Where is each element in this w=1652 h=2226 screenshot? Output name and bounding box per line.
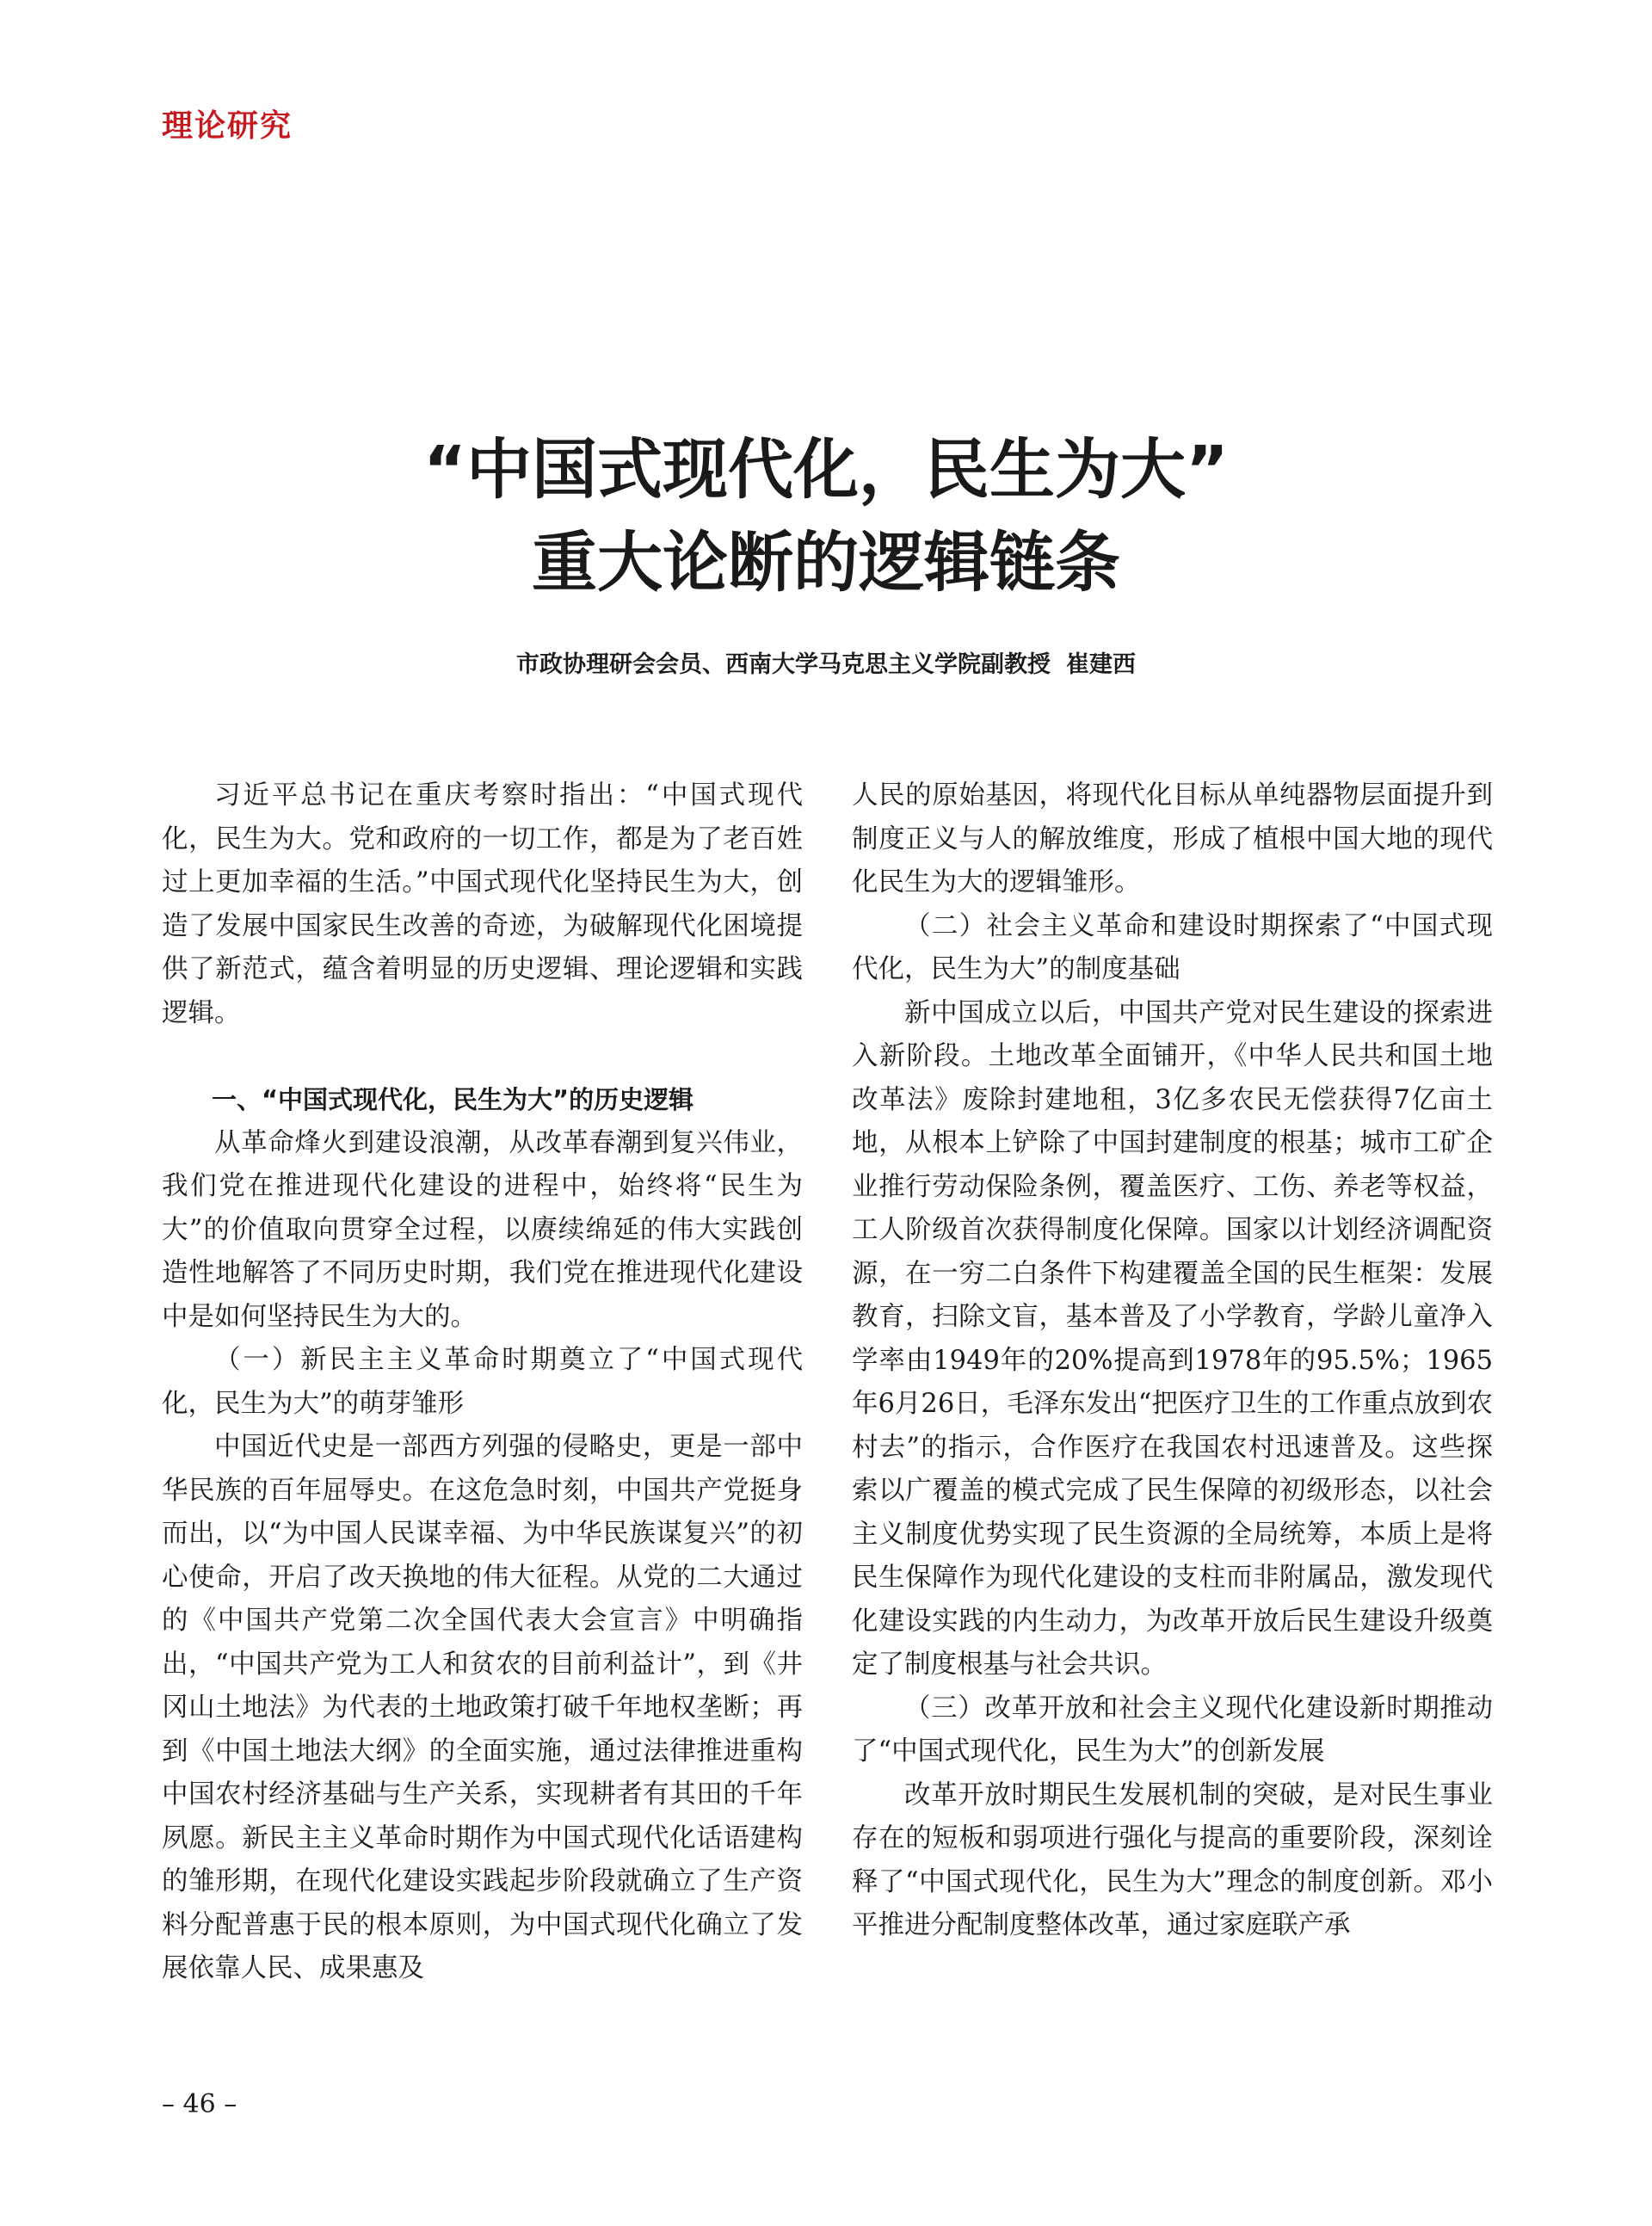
subsection-heading-2: （二）社会主义革命和建设时期探索了“中国式现代化，民生为大”的制度基础 [852,910,1493,984]
body-paragraph: 新中国成立以后，中国共产党对民生建设的探索进入新阶段。土地改革全面铺开，《中华人民共和国土地改革法》废除封建地租，3亿多农民无偿获得7亿亩土地，从根本上铲除了中国封建制度的根基；城市工矿企业推行劳动保险条例，覆盖医疗、工伤、养老等权益，工人阶级首次获得制度化保障。国家以计划经济调配资源，在一穷二白条件下构建覆盖全国的民生框架：发展教育，扫除文盲，基本普及了小学教育，学龄儿童净入学率由1949年的20%提高到1978年的95.5%；1965年6月26日，毛泽东发出“把医疗卫生的工作重点放到农村去”的指示，合作医疗在我国农村迅速普及。这些探索以广覆盖的模式完成了民生保障的初级形态，以社会主义制度优势实现了民生资源的全局统筹，本质上是将民生保障作为现代化建设的支柱而非附属品，激发现代化建设实践的内生动力，为改革开放后民生建设升级奠定了制度根基与社会共识。 [852,997,1493,1680]
byline [0,645,1652,679]
title-line-1: “中国式现代化，民生为大” [423,431,1229,508]
author-affiliation: 市政协理研会会员、西南大学马克思主义学院副教授 [516,651,1051,678]
author-name: 崔建西 [1066,651,1136,678]
title-line-2: 重大论断的逻辑链条 [532,524,1120,601]
subsection-heading-1: （一）新民主主义革命时期奠立了“中国式现代化，民生为大”的萌芽雏形 [162,1345,803,1419]
left-column [162,774,803,1991]
page-number: – 46 – [162,2089,237,2119]
intro-paragraph: 习近平总书记在重庆考察时指出：“中国式现代化，民生为大。党和政府的一切工作，都是为了老百姓过上更加幸福的生活。”中国式现代化坚持民生为大，创造了发展中国家民生改善的奇迹，为破解现代化困境提供了新范式，蕴含着明显的历史逻辑、理论逻辑和实践逻辑。 [162,780,803,1028]
body-paragraph: 改革开放时期民生发展机制的突破，是对民生事业存在的短板和弱项进行强化与提高的重要阶段，深刻诠释了“中国式现代化，民生为大”理念的制度创新。邓小平推进分配制度整体改革，通过家庭联产承 [852,1779,1493,1940]
subsection-heading-3: （三）改革开放和社会主义现代化建设新时期推动了“中国式现代化，民生为大”的创新发展 [852,1693,1493,1767]
article-title [0,423,1652,609]
body-paragraph: 从革命烽火到建设浪潮，从改革春潮到复兴伟业，我们党在推进现代化建设的进程中，始终将“民生为大”的价值取向贯穿全过程，以赓续绵延的伟大实践创造性地解答了不同历史时期，我们党在推进现代化建设中是如何坚持民生为大的。 [162,1127,803,1332]
body-paragraph: 中国近代史是一部西方列强的侵略史，更是一部中华民族的百年屈辱史。在这危急时刻，中国共产党挺身而出，以“为中国人民谋幸福、为中华民族谋复兴”的初心使命，开启了改天换地的伟大征程。从党的二大通过的《中国共产党第二次全国代表大会宣言》中明确指出，“中国共产党为工人和贫农的目前利益计”，到《井冈山土地法》为代表的土地政策打破千年地权垄断；再到《中国土地法大纲》的全面实施，通过法律推进重构中国农村经济基础与生产关系，实现耕者有其田的千年夙愿。新民主主义革命时期作为中国式现代化话语建构的雏形期，在现代化建设实践起步阶段就确立了生产资料分配普惠于民的根本原则，为中国式现代化确立了发展依靠人民、成果惠及 [162,1432,803,1983]
section-tag: 理论研究 [162,108,293,144]
right-column [852,774,1493,1948]
section-heading-1: 一、“中国式现代化，民生为大”的历史逻辑 [212,1085,694,1114]
body-paragraph-continued: 人民的原始基因，将现代化目标从单纯器物层面提升到制度正义与人的解放维度，形成了植根中国大地的现代化民生为大的逻辑雏形。 [852,780,1493,897]
